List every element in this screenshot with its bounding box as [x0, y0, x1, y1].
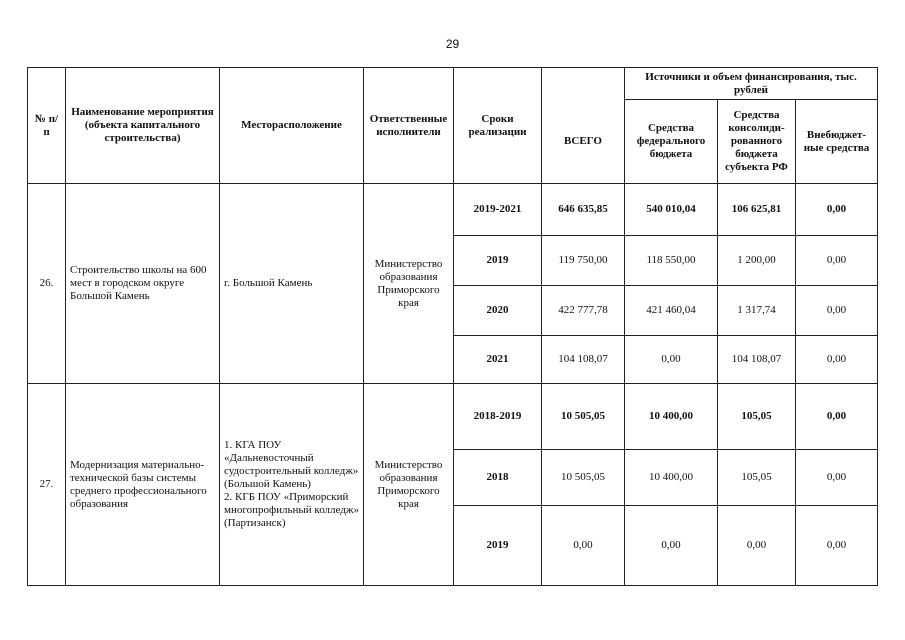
regional-cell: 105,05: [718, 450, 796, 506]
row-number: 26.: [28, 184, 66, 384]
responsible-executor: Министерство образования Приморского края: [364, 384, 454, 586]
header-sources: Источники и объем финансирования, тыс. рублей: [625, 68, 878, 100]
period-cell: 2018-2019: [454, 384, 542, 450]
header-total: ВСЕГО: [542, 100, 625, 184]
period-cell: 2019-2021: [454, 184, 542, 236]
extra-cell: 0,00: [796, 286, 878, 336]
regional-cell: 0,00: [718, 506, 796, 586]
object-name: Строительство школы на 600 мест в городском округе Большой Камень: [66, 184, 220, 384]
federal-cell: 10 400,00: [625, 384, 718, 450]
table-row: [28, 184, 878, 236]
extra-cell: 0,00: [796, 450, 878, 506]
header-no: № п/п: [28, 68, 66, 184]
header-extra: Внебюджет-ные средства: [796, 100, 878, 184]
header-federal: Средства федерального бюджета: [625, 100, 718, 184]
header-name: Наименование мероприятия (объекта капитального строительства): [66, 68, 220, 184]
federal-cell: 540 010,04: [625, 184, 718, 236]
header-period: Сроки реализации: [454, 68, 542, 184]
federal-cell: 0,00: [625, 336, 718, 384]
object-name: Модернизация материально-технической базы системы среднего профессионального образования: [66, 384, 220, 586]
total-cell: 104 108,07: [542, 336, 625, 384]
federal-cell: 118 550,00: [625, 236, 718, 286]
extra-cell: 0,00: [796, 384, 878, 450]
regional-cell: 104 108,07: [718, 336, 796, 384]
responsible-executor: Министерство образования Приморского края: [364, 184, 454, 384]
extra-cell: 0,00: [796, 184, 878, 236]
regional-cell: 1 200,00: [718, 236, 796, 286]
regional-cell: 106 625,81: [718, 184, 796, 236]
table-row: [28, 384, 878, 450]
header-location: Месторасположение: [220, 68, 364, 184]
extra-cell: 0,00: [796, 336, 878, 384]
total-cell: 422 777,78: [542, 286, 625, 336]
period-cell: 2020: [454, 286, 542, 336]
header-total-blank: [542, 68, 625, 100]
federal-cell: 0,00: [625, 506, 718, 586]
object-location: г. Большой Камень: [220, 184, 364, 384]
total-cell: 646 635,85: [542, 184, 625, 236]
location-item: 1. КГА ПОУ «Дальневосточный судостроительный колледж» (Большой Камень) 2. КГБ ПОУ «Приморский многопрофильный колледж» (Партизанск): [224, 439, 359, 529]
object-location: [220, 384, 364, 586]
period-cell: 2019: [454, 236, 542, 286]
extra-cell: 0,00: [796, 506, 878, 586]
period-cell: 2018: [454, 450, 542, 506]
financing-table: [27, 67, 878, 586]
regional-cell: 1 317,74: [718, 286, 796, 336]
regional-cell: 105,05: [718, 384, 796, 450]
federal-cell: 421 460,04: [625, 286, 718, 336]
extra-cell: 0,00: [796, 236, 878, 286]
total-cell: 0,00: [542, 506, 625, 586]
page-number: 29: [445, 37, 460, 51]
total-cell: 10 505,05: [542, 384, 625, 450]
row-number: 27.: [28, 384, 66, 586]
header-responsible: Ответственные исполнители: [364, 68, 454, 184]
federal-cell: 10 400,00: [625, 450, 718, 506]
total-cell: 119 750,00: [542, 236, 625, 286]
period-cell: 2021: [454, 336, 542, 384]
header-regional: Средства консолиди-рованного бюджета субъекта РФ: [718, 100, 796, 184]
total-cell: 10 505,05: [542, 450, 625, 506]
period-cell: 2019: [454, 506, 542, 586]
